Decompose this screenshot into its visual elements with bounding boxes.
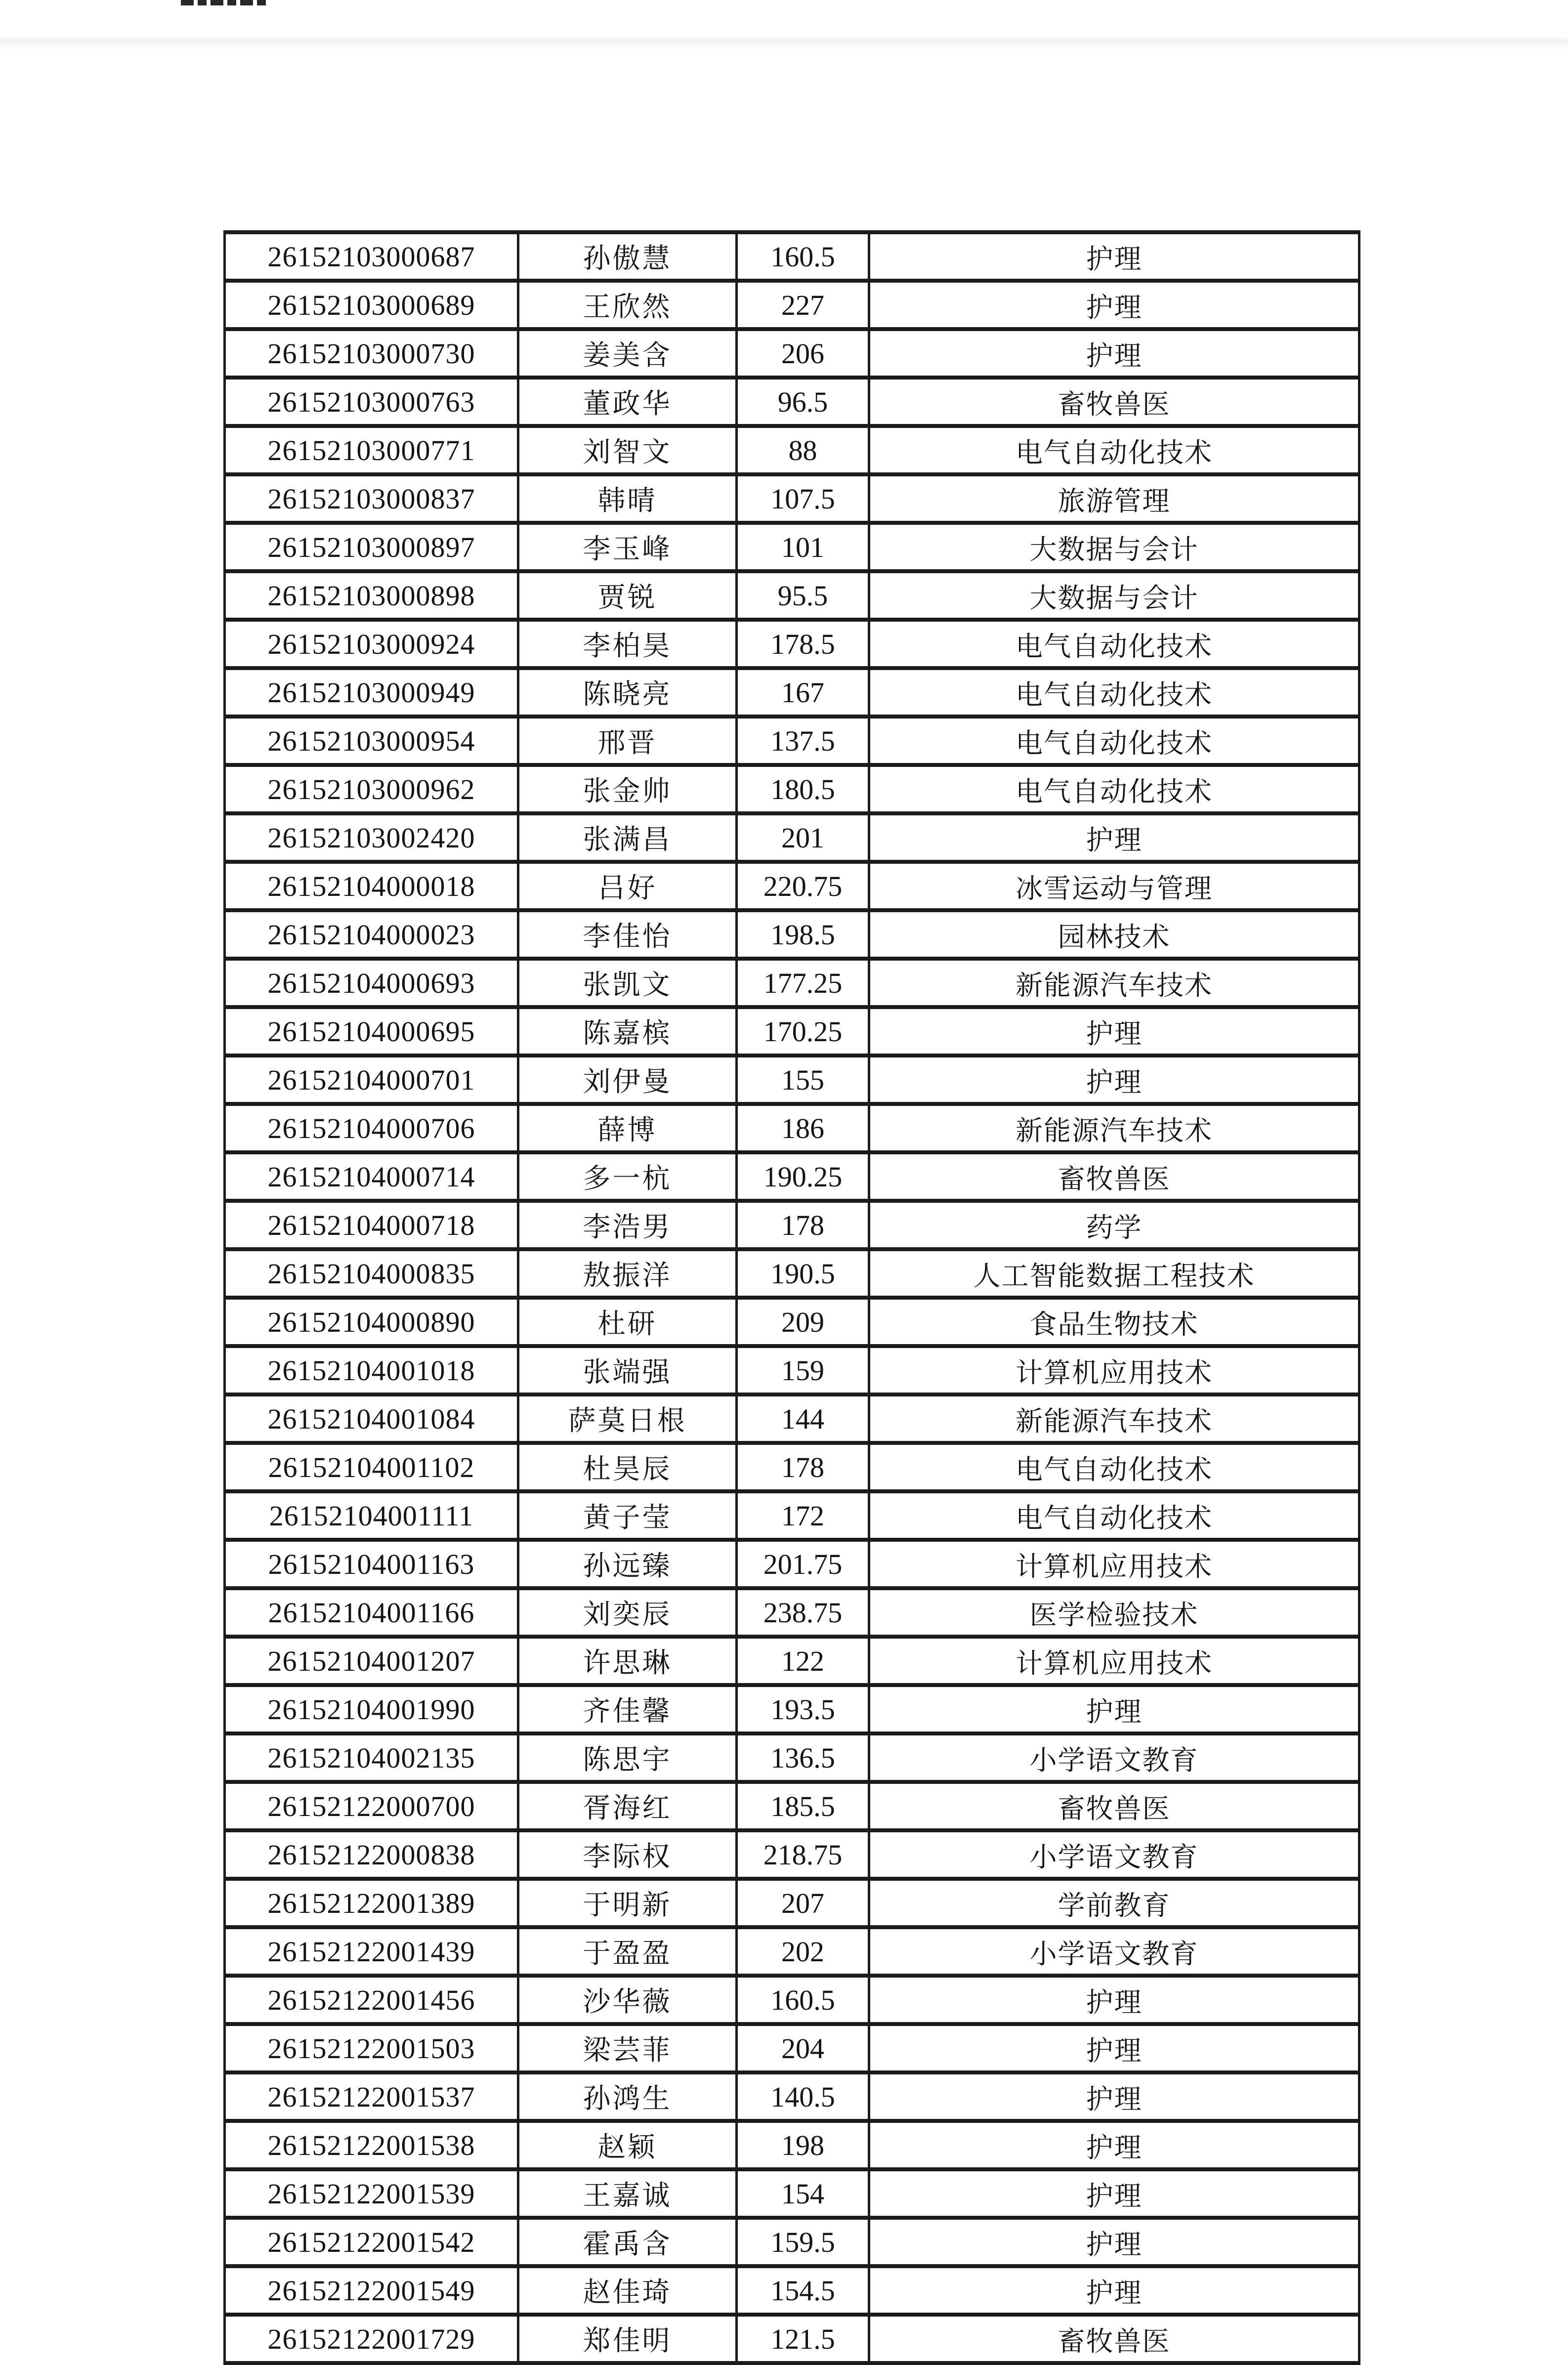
major-cell: 计算机应用技术 [869, 1540, 1359, 1588]
major-cell: 小学语文教育 [869, 1830, 1359, 1879]
major-cell: 护理 [869, 1056, 1359, 1104]
table-row [225, 1104, 1359, 1152]
student-id-cell: 26152103000730 [225, 329, 518, 378]
table-row [225, 281, 1359, 329]
student-name-cell: 孙傲慧 [518, 232, 737, 281]
score-cell: 155 [737, 1056, 869, 1104]
student-id-cell: 26152104000890 [225, 1298, 518, 1346]
major-cell: 护理 [869, 813, 1359, 862]
student-name-cell: 郑佳明 [518, 2315, 737, 2363]
major-cell: 畜牧兽医 [869, 1782, 1359, 1830]
table-row [225, 2072, 1359, 2121]
student-id-cell: 26152122001538 [225, 2121, 518, 2169]
student-id-cell: 26152103000689 [225, 281, 518, 329]
score-cell: 170.25 [737, 1007, 869, 1056]
score-cell: 186 [737, 1104, 869, 1152]
student-id-cell: 26152104000701 [225, 1056, 518, 1104]
student-id-cell: 26152104001084 [225, 1394, 518, 1443]
score-cell: 88 [737, 426, 869, 474]
student-id-cell: 26152104000695 [225, 1007, 518, 1056]
score-cell: 198.5 [737, 910, 869, 959]
score-cell: 202 [737, 1927, 869, 1976]
major-cell: 学前教育 [869, 1879, 1359, 1927]
major-cell: 计算机应用技术 [869, 1637, 1359, 1685]
score-cell: 154 [737, 2169, 869, 2218]
major-cell: 护理 [869, 1976, 1359, 2024]
student-name-cell: 张满昌 [518, 813, 737, 862]
student-id-cell: 26152122000838 [225, 1830, 518, 1879]
major-cell: 医学检验技术 [869, 1588, 1359, 1637]
major-cell: 护理 [869, 2024, 1359, 2072]
table-row [225, 668, 1359, 717]
score-cell: 178.5 [737, 620, 869, 668]
student-id-cell: 26152104001990 [225, 1685, 518, 1733]
major-cell: 电气自动化技术 [869, 620, 1359, 668]
table-row [225, 959, 1359, 1007]
student-id-cell: 26152122001439 [225, 1927, 518, 1976]
table-row [225, 1346, 1359, 1394]
major-cell: 电气自动化技术 [869, 426, 1359, 474]
student-id-cell: 26152104002135 [225, 1733, 518, 1782]
table-row [225, 1298, 1359, 1346]
score-cell: 107.5 [737, 474, 869, 523]
student-id-cell: 26152103000771 [225, 426, 518, 474]
table-row [225, 1588, 1359, 1637]
student-id-cell: 26152104000018 [225, 862, 518, 910]
table-row [225, 378, 1359, 426]
major-cell: 电气自动化技术 [869, 1443, 1359, 1491]
student-id-cell: 26152104000023 [225, 910, 518, 959]
table-row [225, 1637, 1359, 1685]
student-name-cell: 胥海红 [518, 1782, 737, 1830]
score-cell: 178 [737, 1201, 869, 1249]
score-cell: 160.5 [737, 232, 869, 281]
major-cell: 护理 [869, 1007, 1359, 1056]
score-cell: 95.5 [737, 571, 869, 620]
scan-shadow-band [0, 36, 1568, 48]
student-id-cell: 26152103000763 [225, 378, 518, 426]
table-row [225, 1927, 1359, 1976]
student-id-cell: 26152103000837 [225, 474, 518, 523]
major-cell: 旅游管理 [869, 474, 1359, 523]
student-name-cell: 黄子莹 [518, 1491, 737, 1540]
major-cell: 电气自动化技术 [869, 668, 1359, 717]
table-row [225, 2169, 1359, 2218]
major-cell: 电气自动化技术 [869, 717, 1359, 765]
student-name-cell: 李际权 [518, 1830, 737, 1879]
major-cell: 电气自动化技术 [869, 1491, 1359, 1540]
score-cell: 121.5 [737, 2315, 869, 2363]
student-id-cell: 26152122001389 [225, 1879, 518, 1927]
student-name-cell: 王欣然 [518, 281, 737, 329]
student-name-cell: 李柏昊 [518, 620, 737, 668]
student-id-cell: 26152104000706 [225, 1104, 518, 1152]
score-cell: 101 [737, 523, 869, 571]
student-name-cell: 贾锐 [518, 571, 737, 620]
table-row [225, 813, 1359, 862]
student-id-cell: 26152104001207 [225, 1637, 518, 1685]
score-cell: 218.75 [737, 1830, 869, 1879]
score-cell: 227 [737, 281, 869, 329]
student-name-cell: 陈思宇 [518, 1733, 737, 1782]
major-cell: 计算机应用技术 [869, 1346, 1359, 1394]
student-name-cell: 赵佳琦 [518, 2266, 737, 2315]
student-id-cell: 26152104000835 [225, 1249, 518, 1298]
student-name-cell: 于明新 [518, 1879, 737, 1927]
score-cell: 220.75 [737, 862, 869, 910]
major-cell: 大数据与会计 [869, 523, 1359, 571]
student-id-cell: 26152103000962 [225, 765, 518, 813]
student-name-cell: 刘奕辰 [518, 1588, 737, 1637]
student-id-cell: 26152103000897 [225, 523, 518, 571]
table-row [225, 620, 1359, 668]
major-cell: 畜牧兽医 [869, 378, 1359, 426]
student-id-cell: 26152104000693 [225, 959, 518, 1007]
table-row [225, 1249, 1359, 1298]
table-row [225, 1830, 1359, 1879]
table-row [225, 329, 1359, 378]
student-id-cell: 26152104000714 [225, 1152, 518, 1201]
score-cell: 209 [737, 1298, 869, 1346]
student-name-cell: 董政华 [518, 378, 737, 426]
student-name-cell: 张金帅 [518, 765, 737, 813]
student-name-cell: 许思琳 [518, 1637, 737, 1685]
score-cell: 159.5 [737, 2218, 869, 2266]
student-id-cell: 26152122001729 [225, 2315, 518, 2363]
table-row [225, 2266, 1359, 2315]
table-row [225, 2121, 1359, 2169]
table-row [225, 2024, 1359, 2072]
student-id-cell: 26152104001111 [225, 1491, 518, 1540]
table-row [225, 765, 1359, 813]
table-row [225, 571, 1359, 620]
student-id-cell: 26152104000718 [225, 1201, 518, 1249]
clipped-text-fragment [181, 0, 268, 5]
score-cell: 193.5 [737, 1685, 869, 1733]
major-cell: 护理 [869, 2169, 1359, 2218]
student-name-cell: 李玉峰 [518, 523, 737, 571]
major-cell: 护理 [869, 281, 1359, 329]
major-cell: 药学 [869, 1201, 1359, 1249]
student-name-cell: 姜美含 [518, 329, 737, 378]
table-row [225, 1394, 1359, 1443]
student-id-cell: 26152122001542 [225, 2218, 518, 2266]
student-name-cell: 孙鸿生 [518, 2072, 737, 2121]
major-cell: 护理 [869, 329, 1359, 378]
score-cell: 140.5 [737, 2072, 869, 2121]
student-id-cell: 26152104001163 [225, 1540, 518, 1588]
table-row [225, 523, 1359, 571]
student-name-cell: 梁芸菲 [518, 2024, 737, 2072]
score-cell: 190.5 [737, 1249, 869, 1298]
student-name-cell: 韩晴 [518, 474, 737, 523]
score-cell: 159 [737, 1346, 869, 1394]
student-name-cell: 邢晋 [518, 717, 737, 765]
score-cell: 206 [737, 329, 869, 378]
student-id-cell: 26152103000687 [225, 232, 518, 281]
student-name-cell: 刘智文 [518, 426, 737, 474]
table-row [225, 1152, 1359, 1201]
student-id-cell: 26152122001537 [225, 2072, 518, 2121]
major-cell: 小学语文教育 [869, 1927, 1359, 1976]
student-name-cell: 陈晓亮 [518, 668, 737, 717]
score-cell: 154.5 [737, 2266, 869, 2315]
major-cell: 护理 [869, 1685, 1359, 1733]
score-cell: 178 [737, 1443, 869, 1491]
student-name-cell: 杜昊辰 [518, 1443, 737, 1491]
student-name-cell: 吕好 [518, 862, 737, 910]
student-name-cell: 孙远臻 [518, 1540, 737, 1588]
table-row [225, 1201, 1359, 1249]
major-cell: 冰雪运动与管理 [869, 862, 1359, 910]
score-table [223, 230, 1360, 2365]
student-id-cell: 26152103000924 [225, 620, 518, 668]
student-name-cell: 薛博 [518, 1104, 737, 1152]
score-cell: 177.25 [737, 959, 869, 1007]
major-cell: 护理 [869, 2121, 1359, 2169]
student-name-cell: 霍禹含 [518, 2218, 737, 2266]
student-id-cell: 26152122001539 [225, 2169, 518, 2218]
table-row [225, 232, 1359, 281]
score-cell: 136.5 [737, 1733, 869, 1782]
major-cell: 新能源汽车技术 [869, 959, 1359, 1007]
major-cell: 护理 [869, 2072, 1359, 2121]
student-name-cell: 于盈盈 [518, 1927, 737, 1976]
table-row [225, 1007, 1359, 1056]
table-row [225, 1782, 1359, 1830]
score-cell: 207 [737, 1879, 869, 1927]
major-cell: 护理 [869, 232, 1359, 281]
table-row [225, 1733, 1359, 1782]
major-cell: 畜牧兽医 [869, 2315, 1359, 2363]
score-cell: 137.5 [737, 717, 869, 765]
student-name-cell: 多一杭 [518, 1152, 737, 1201]
major-cell: 园林技术 [869, 910, 1359, 959]
score-cell: 180.5 [737, 765, 869, 813]
major-cell: 新能源汽车技术 [869, 1394, 1359, 1443]
student-name-cell: 王嘉诚 [518, 2169, 737, 2218]
student-name-cell: 杜研 [518, 1298, 737, 1346]
table-row [225, 910, 1359, 959]
student-id-cell: 26152103000954 [225, 717, 518, 765]
score-table-body [225, 232, 1359, 2363]
student-name-cell: 陈嘉槟 [518, 1007, 737, 1056]
student-id-cell: 26152122000700 [225, 1782, 518, 1830]
student-id-cell: 26152122001549 [225, 2266, 518, 2315]
major-cell: 护理 [869, 2218, 1359, 2266]
table-row [225, 1685, 1359, 1733]
student-name-cell: 敖振洋 [518, 1249, 737, 1298]
student-name-cell: 齐佳馨 [518, 1685, 737, 1733]
student-name-cell: 沙华薇 [518, 1976, 737, 2024]
score-cell: 201 [737, 813, 869, 862]
score-cell: 167 [737, 668, 869, 717]
major-cell: 护理 [869, 2266, 1359, 2315]
table-row [225, 1540, 1359, 1588]
table-row [225, 1491, 1359, 1540]
student-name-cell: 赵颖 [518, 2121, 737, 2169]
score-cell: 144 [737, 1394, 869, 1443]
major-cell: 新能源汽车技术 [869, 1104, 1359, 1152]
score-cell: 190.25 [737, 1152, 869, 1201]
student-name-cell: 刘伊曼 [518, 1056, 737, 1104]
table-row [225, 1443, 1359, 1491]
major-cell: 大数据与会计 [869, 571, 1359, 620]
table-row [225, 2315, 1359, 2363]
student-name-cell: 李浩男 [518, 1201, 737, 1249]
table-row [225, 474, 1359, 523]
student-name-cell: 萨莫日根 [518, 1394, 737, 1443]
score-cell: 185.5 [737, 1782, 869, 1830]
score-cell: 122 [737, 1637, 869, 1685]
student-name-cell: 张端强 [518, 1346, 737, 1394]
score-cell: 198 [737, 2121, 869, 2169]
score-cell: 204 [737, 2024, 869, 2072]
table-row [225, 717, 1359, 765]
student-id-cell: 26152104001166 [225, 1588, 518, 1637]
table-row [225, 1976, 1359, 2024]
score-cell: 160.5 [737, 1976, 869, 2024]
student-name-cell: 张凯文 [518, 959, 737, 1007]
score-cell: 96.5 [737, 378, 869, 426]
student-id-cell: 26152122001456 [225, 1976, 518, 2024]
student-id-cell: 26152103000949 [225, 668, 518, 717]
major-cell: 人工智能数据工程技术 [869, 1249, 1359, 1298]
major-cell: 电气自动化技术 [869, 765, 1359, 813]
student-id-cell: 26152103000898 [225, 571, 518, 620]
student-id-cell: 26152104001102 [225, 1443, 518, 1491]
table-row [225, 1879, 1359, 1927]
score-cell: 201.75 [737, 1540, 869, 1588]
table-row [225, 1056, 1359, 1104]
score-cell: 238.75 [737, 1588, 869, 1637]
table-row [225, 862, 1359, 910]
major-cell: 小学语文教育 [869, 1733, 1359, 1782]
student-id-cell: 26152122001503 [225, 2024, 518, 2072]
major-cell: 食品生物技术 [869, 1298, 1359, 1346]
student-name-cell: 李佳怡 [518, 910, 737, 959]
table-row [225, 426, 1359, 474]
student-id-cell: 26152103002420 [225, 813, 518, 862]
major-cell: 畜牧兽医 [869, 1152, 1359, 1201]
score-cell: 172 [737, 1491, 869, 1540]
table-row [225, 2218, 1359, 2266]
student-id-cell: 26152104001018 [225, 1346, 518, 1394]
